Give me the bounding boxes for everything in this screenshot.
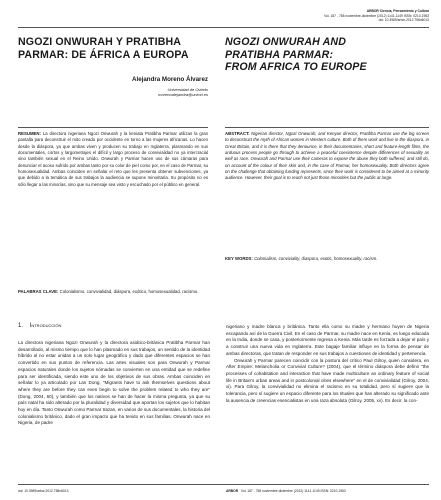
author-affiliation: Universidad de Oviedo <box>167 87 208 92</box>
body-paragraph: La directora nigeriana Ngozi Onwurah y la directora asiático-británica Pratibha Parmar han desarrollado, al mismo tiempo que lo han plasmado en sus trabajos, un sentido de la identidad híbrido al no estar unidas a un solo lugar geográfico y dado que diferentes espacios se han convertido en sus puntos de referencia. Las artes visuales son para Onwurah y Parmar espacios naturales donde los sujetos nómadas se convierten en una entidad que se redefine para ser identificada, siendo este uno de los objetivos de sus obras. Ambas coinciden en señalar lo ya articulado por Lan Dong, "Migrants have to ask themselves questions about where they are before they can even begin to solve the problem related to who they are" (Dong, 2004, 60), y también que los nativos se han de hacer la misma pregunta, ya que su país natal ha sido alterado por la pluralidad y diversidad que aportan los sujetos que lo habitan hoy en día. Tanto Onwurah como Parmar trazan, en varios de sus documentales, la historia del colonialismo británico, dado el gran impacto que ha tenido en sus familias. Onwurah nace en Nigeria, de padre <box>18 340 210 426</box>
footer-doi: doi: 10.3989/arbor.2012.758n6013 <box>18 489 69 493</box>
journal-doi: doi: 10.3989/arbor.2012.758n6013 <box>378 18 429 23</box>
journal-header <box>324 9 429 23</box>
keywords-text: Colonialismo, convivialidad, diáspora, exótico, homosexualidad, racismo. <box>59 289 199 294</box>
footer-info <box>226 489 346 493</box>
title-spanish: NGOZI ONWURAH Y PRATIBHA PARMAR: DE ÁFRICA A EUROPA <box>18 36 189 61</box>
abstract-spanish <box>18 131 208 188</box>
abstract-label: RESUMEN: <box>18 131 41 136</box>
section-heading <box>18 323 61 329</box>
footer-journal: ARBOR <box>226 489 239 493</box>
author-name: Alejandra Moreno Álvarez <box>132 76 208 83</box>
author-email[interactable]: morenoalejandra@uniovi.es <box>158 92 208 97</box>
abstract-english <box>225 131 429 182</box>
abstract-text: La directora nigeriana Ngozi Onwurah y la keniata Pratibha Parmar utilizan la gran pantalla para deconstruir el mito creado por occidente en torno a las mujeres africanas. Lo hacen desde la diáspora, ya que ambas viven y producen su trabajo en Inglaterra, plasmando en sus documentales, cortos y largometrajes el difícil y largo proceso de convivialidad no ya intercracial sino también sexual en el Reino Unido. Onwurah y Parmar hacen uso de sus cámaras para denunciar el acoso sufrido por ambas tanto por su color de piel como por, en el caso de Parmar, su homosexualidad. Ambas coinciden en señalar el reto que les presenta obtener subvenciones, ya que debido a la temática de sus trabajos la audiencia se supone minoritaria. Su propósito no es sólo llegar a las minorías, sino que su mensaje sea visto y escuchado por el público en general. <box>18 131 208 187</box>
body-column-left <box>18 340 210 427</box>
keywords-english <box>225 256 429 262</box>
section-number: 1. <box>18 323 24 329</box>
abstract-text: Nigerian director, Ngozi Onwurah, and Kenyan director, Pratibha Parmar use the big screen to deconstruct the myth of African women in Western culture. Both of them work and live in the diaspora, in Great Britain, and it is there that they denounce, in their documentaries, short and feature-length films, the arduous process people go through to achieve a peaceful coexistence despite differences of sexuality as well as race. Onwurah and Parmar use their cameras to expose the abuse they both suffered, and still do, on account of the colour of their skin and, in the case of Parmar, her homosexuality. Both directors agree on the challenge that obtaining funding represents, since their work is considered to be aimed at a minority audience. However, their goal is to reach not just those minorities but the public at large. <box>225 131 429 181</box>
keywords-label: PALABRAS CLAVE: <box>18 289 59 294</box>
title-english: NGOZI ONWURAH AND PRATIBHA PARMAR: FROM AFRICA TO EUROPE <box>225 36 367 73</box>
abstract-label: ABSTRACT: <box>225 131 250 136</box>
abstract-rule-left <box>18 127 208 128</box>
keywords-spanish <box>18 289 208 295</box>
keywords-label: KEY WORDS: <box>225 256 253 261</box>
body-column-right <box>226 324 429 404</box>
header-rule <box>18 27 429 28</box>
abstract-rule-right <box>225 127 429 128</box>
body-paragraph: nigeriano y madre blanca y británica. Tanto ella como su madre y hermano huyen de Nigeria escapando así de la Guerra Civil. En el caso de Parmar, su madre nace en Kenia, es luego educada en la India, donde se casa, y posteriormente regresa a Kenia. Más tarde es forzada a dejar el país y a construir una nueva vida en Inglaterra. Este bagaje familiar influye en la forma de pensar de ambas directoras, que tratan de responder en sus trabajos a cuestiones de identidad y pertenencia. <box>226 324 429 356</box>
body-paragraph: Onwurah y Parmar parecen coincidir con la postura del crítico Paul Gilroy, quien considera, en After Empire: Melancholia or Convivial Culture? (2004), que el término diáspora debe definir "the processes of cohabitation and interaction that have made multiculture an ordinary feature of social life in Britain's urban areas and in postcolonial cities elsewhere" en el de convivialidad (Gilroy, 2004, xi). Para Gilroy, la convivialidad no elimina el racismo en su totalidad, pero sí sugiere que la tolerancia, pero sí sugiere un espacio diferente para los rituales que han alterado su significado ante la ausencia de creencias esencialistas en una raza absoluta (Gilroy, 2005, xv). Es decir, la con- <box>226 357 429 403</box>
journal-volume: Vol. 187 - 758 noviembre-diciembre (2012) 1141-1149 ISSN: 0210-1963 <box>324 13 429 18</box>
footer-volume: Vol. 187 - 758 noviembre-diciembre (2012) 1141-1149 ISSN: 0210-1963 <box>240 489 346 493</box>
section-title: Introducción <box>29 323 62 329</box>
footer-rule <box>18 484 429 485</box>
journal-name: ARBOR Ciencia, Pensamiento y Cultura <box>366 9 429 13</box>
keywords-text: Colonialism, conviviality, diaspora, exotic, homosexuality, racism. <box>254 256 378 261</box>
